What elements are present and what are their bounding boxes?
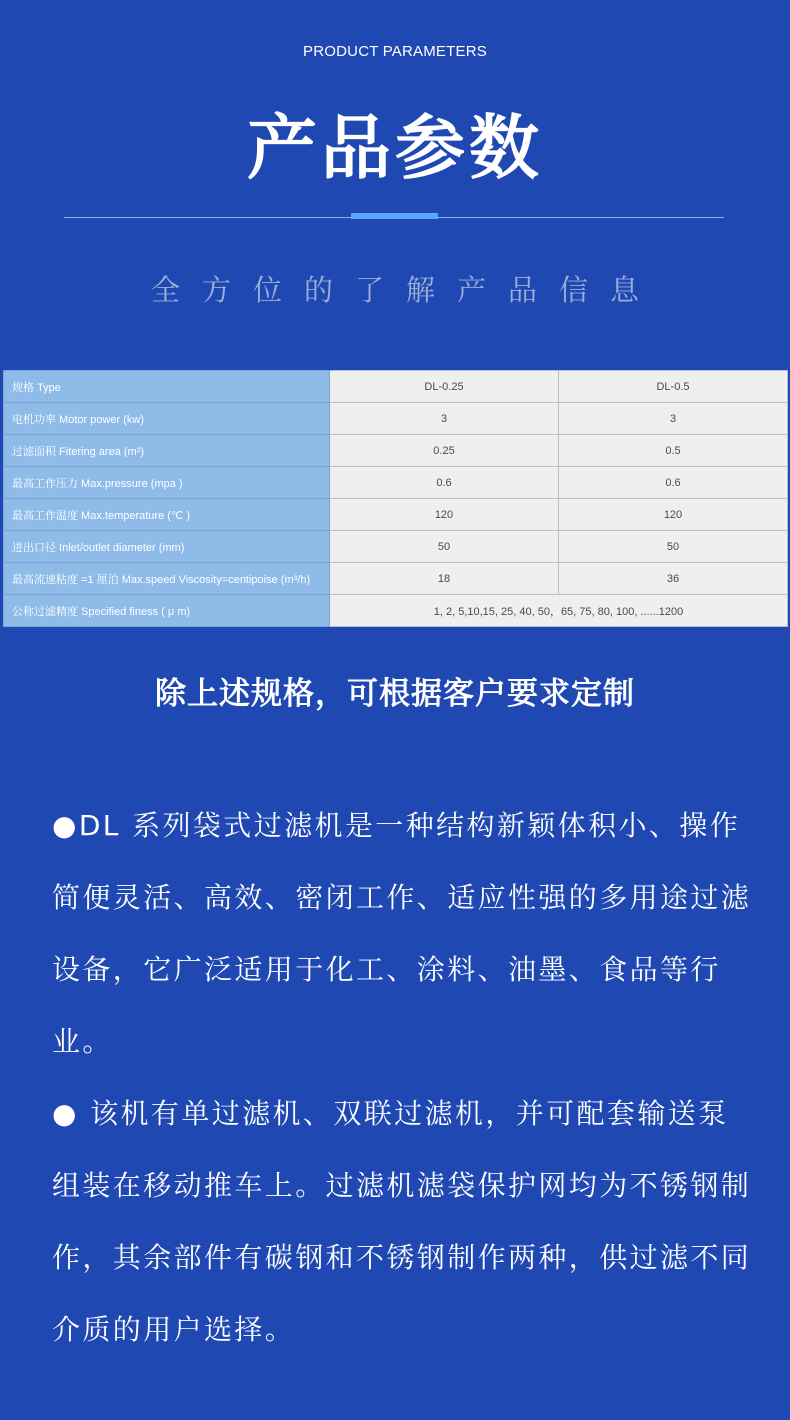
param-value: 50 [559, 531, 788, 563]
param-value: 3 [559, 403, 788, 435]
product-description [52, 790, 752, 1366]
param-value: 120 [330, 499, 559, 531]
param-value: 120 [559, 499, 788, 531]
param-value: DL-0.25 [330, 371, 559, 403]
param-label: 最高工作压力 Max.pressure (mpa ) [4, 467, 330, 499]
customization-note: 除上述规格，可根据客户要求定制 [155, 676, 635, 712]
description-paragraph: ● 该机有单过滤机、双联过滤机，并可配套输送泵组装在移动推车上。过滤机滤袋保护网均为不锈钢制作，其余部件有碳钢和不锈钢制作两种，供过滤不同介质的用户选择。 [52, 1097, 752, 1346]
param-value: 3 [330, 403, 559, 435]
table-row-fineness [4, 595, 788, 627]
description-paragraph: ●DL 系列袋式过滤机是一种结构新颖体积小、操作简便灵活、高效、密闭工作、适应性强的多用途过滤设备，它广泛适用于化工、涂料、油墨、食品等行业。 [52, 809, 752, 1058]
table-row [4, 403, 788, 435]
table-row [4, 499, 788, 531]
param-label: 最高工作温度 Max.temperature (℃ ) [4, 499, 330, 531]
table-row [4, 435, 788, 467]
param-label: 最高流速粘度 =1 厘泊 Max.speed Viscosity=centipoise (m³/h) [4, 563, 330, 595]
parameters-table [3, 370, 788, 627]
param-value: 0.6 [330, 467, 559, 499]
title-divider-accent [351, 213, 438, 219]
table-row [4, 467, 788, 499]
param-value: 0.25 [330, 435, 559, 467]
param-value: 0.6 [559, 467, 788, 499]
param-label: 规格 Type [4, 371, 330, 403]
param-label: 进出口径 Inlet/outlet diameter (mm) [4, 531, 330, 563]
table-row [4, 531, 788, 563]
param-label: 公称过滤精度 Specified finess ( μ m) [4, 595, 330, 627]
page-title: 产品参数 [247, 107, 543, 189]
param-value: DL-0.5 [559, 371, 788, 403]
param-value: 1, 2, 5,10,15, 25, 40, 50，65, 75, 80, 100, ......1200 [330, 595, 788, 627]
param-value: 50 [330, 531, 559, 563]
table-row-type [4, 371, 788, 403]
param-value: 18 [330, 563, 559, 595]
param-label: 过滤面积 Fitering area (m²) [4, 435, 330, 467]
page-subtitle: 全方位的了解产品信息 [150, 273, 661, 307]
section-eyebrow: PRODUCT PARAMETERS [303, 43, 487, 60]
param-value: 0.5 [559, 435, 788, 467]
table-row [4, 563, 788, 595]
param-value: 36 [559, 563, 788, 595]
param-label: 电机功率 Motor power (kw) [4, 403, 330, 435]
